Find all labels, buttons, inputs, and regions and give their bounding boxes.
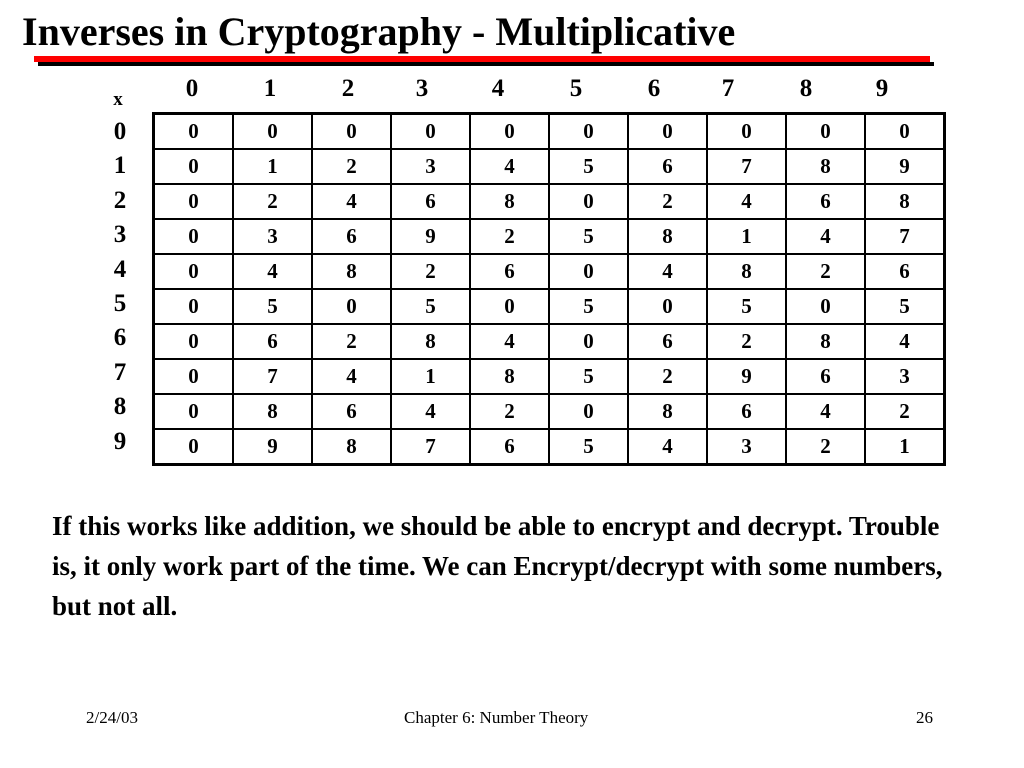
table-row xyxy=(154,394,945,429)
column-headers xyxy=(0,72,1024,106)
table-cell: 4 xyxy=(233,254,312,289)
footer-chapter: Chapter 6: Number Theory xyxy=(404,708,589,727)
footer-page-number: 26 xyxy=(916,708,933,727)
table-cell: 0 xyxy=(865,114,945,150)
table-cell: 0 xyxy=(628,114,707,150)
table-cell: 0 xyxy=(549,254,628,289)
table-cell: 6 xyxy=(786,359,865,394)
table-cell: 0 xyxy=(707,114,786,150)
table-row xyxy=(154,324,945,359)
table-cell: 0 xyxy=(549,114,628,150)
table-row xyxy=(154,289,945,324)
footer-date: 2/24/03 xyxy=(86,708,138,727)
table-cell: 0 xyxy=(154,394,234,429)
table-cell: 0 xyxy=(154,289,234,324)
table-cell: 8 xyxy=(470,359,549,394)
table-cell: 6 xyxy=(312,394,391,429)
slide-title: Inverses in Cryptography - Multiplicative xyxy=(22,9,736,54)
table-cell: 3 xyxy=(391,149,470,184)
table-row xyxy=(154,429,945,465)
table-cell: 4 xyxy=(470,149,549,184)
table-cell: 2 xyxy=(233,184,312,219)
column-header: 0 xyxy=(185,75,199,102)
column-header: 1 xyxy=(263,75,277,102)
table-cell: 0 xyxy=(312,114,391,150)
row-header: 7 xyxy=(113,358,127,386)
table-cell: 0 xyxy=(549,394,628,429)
row-header: 4 xyxy=(113,255,127,283)
table-cell: 0 xyxy=(154,114,234,150)
table-cell: 0 xyxy=(786,289,865,324)
table-cell: 0 xyxy=(312,289,391,324)
column-header: 9 xyxy=(875,75,889,102)
column-header: 5 xyxy=(569,75,583,102)
table-cell: 0 xyxy=(154,429,234,465)
row-header: 3 xyxy=(113,221,127,249)
body-text: If this works like addition, we should be able to encrypt and decrypt. Trouble is, it only work part of the time. We can Encrypt/decrypt with some numbers, but not all. xyxy=(52,511,943,621)
table-cell: 1 xyxy=(707,219,786,254)
title-underline xyxy=(34,56,930,68)
table-cell: 5 xyxy=(391,289,470,324)
table-row xyxy=(154,359,945,394)
table-cell: 2 xyxy=(312,149,391,184)
table-cell: 5 xyxy=(707,289,786,324)
column-header: 4 xyxy=(491,75,505,102)
table-cell: 6 xyxy=(786,184,865,219)
title-underline-red xyxy=(34,56,930,62)
table-cell: 6 xyxy=(628,324,707,359)
table-cell: 0 xyxy=(391,114,470,150)
table-cell: 8 xyxy=(628,394,707,429)
table-cell: 0 xyxy=(786,114,865,150)
table-cell: 0 xyxy=(154,184,234,219)
table-cell: 8 xyxy=(786,324,865,359)
table-cell: 0 xyxy=(470,114,549,150)
column-header: 8 xyxy=(799,75,813,102)
table-cell: 6 xyxy=(707,394,786,429)
table-cell: 8 xyxy=(312,429,391,465)
table-cell: 2 xyxy=(391,254,470,289)
table-cell: 0 xyxy=(154,324,234,359)
table-cell: 1 xyxy=(233,149,312,184)
table-cell: 2 xyxy=(786,429,865,465)
table-cell: 4 xyxy=(865,324,945,359)
table-cell: 6 xyxy=(470,254,549,289)
table-cell: 3 xyxy=(233,219,312,254)
table-cell: 5 xyxy=(549,429,628,465)
table-cell: 8 xyxy=(865,184,945,219)
table-cell: 5 xyxy=(549,219,628,254)
table-cell: 0 xyxy=(233,114,312,150)
row-header: 8 xyxy=(113,393,127,421)
table-cell: 7 xyxy=(391,429,470,465)
table-cell: 4 xyxy=(470,324,549,359)
table-cell: 6 xyxy=(233,324,312,359)
table-row xyxy=(154,184,945,219)
table-cell: 7 xyxy=(707,149,786,184)
table-cell: 9 xyxy=(391,219,470,254)
table-cell: 3 xyxy=(865,359,945,394)
column-header: 3 xyxy=(415,75,429,102)
table-cell: 0 xyxy=(549,184,628,219)
table-cell: 8 xyxy=(233,394,312,429)
table-cell: 8 xyxy=(312,254,391,289)
row-header: 2 xyxy=(113,186,127,214)
table-cell: 2 xyxy=(865,394,945,429)
row-header: 9 xyxy=(113,427,127,455)
row-header: 6 xyxy=(113,324,127,352)
title-underline-shadow xyxy=(38,62,934,66)
table-cell: 2 xyxy=(312,324,391,359)
table-cell: 4 xyxy=(786,394,865,429)
table-cell: 9 xyxy=(233,429,312,465)
table-cell: 6 xyxy=(391,184,470,219)
table-cell: 2 xyxy=(628,184,707,219)
table-row xyxy=(154,149,945,184)
table-cell: 3 xyxy=(707,429,786,465)
table-cell: 4 xyxy=(628,429,707,465)
table-cell: 5 xyxy=(233,289,312,324)
column-header: 6 xyxy=(647,75,661,102)
table-cell: 4 xyxy=(312,184,391,219)
table-row xyxy=(154,254,945,289)
table-cell: 6 xyxy=(312,219,391,254)
table-cell: 8 xyxy=(628,219,707,254)
table-cell: 2 xyxy=(707,324,786,359)
table-cell: 4 xyxy=(628,254,707,289)
table-row xyxy=(154,114,945,150)
table-cell: 0 xyxy=(154,219,234,254)
table-row xyxy=(154,219,945,254)
table-cell: 0 xyxy=(154,149,234,184)
table-cell: 0 xyxy=(549,324,628,359)
row-header: 0 xyxy=(113,118,127,145)
table-cell: 8 xyxy=(470,184,549,219)
table-cell: 8 xyxy=(391,324,470,359)
table-cell: 8 xyxy=(786,149,865,184)
table-cell: 2 xyxy=(470,394,549,429)
table-cell: 6 xyxy=(865,254,945,289)
table-cell: 9 xyxy=(865,149,945,184)
table-cell: 0 xyxy=(154,359,234,394)
table-cell: 7 xyxy=(233,359,312,394)
table-cell: 7 xyxy=(865,219,945,254)
table-cell: 6 xyxy=(628,149,707,184)
multiplication-table xyxy=(152,112,946,466)
table-cell: 5 xyxy=(549,289,628,324)
table-cell: 9 xyxy=(707,359,786,394)
row-header: 1 xyxy=(113,152,127,180)
table-cell: 5 xyxy=(549,149,628,184)
row-header: 5 xyxy=(113,290,127,317)
table-cell: 4 xyxy=(707,184,786,219)
column-header: 7 xyxy=(721,75,735,102)
table-cell: 5 xyxy=(865,289,945,324)
operator-label: x xyxy=(113,89,123,110)
table-cell: 8 xyxy=(707,254,786,289)
table-cell: 2 xyxy=(628,359,707,394)
table-cell: 4 xyxy=(786,219,865,254)
table-cell: 5 xyxy=(549,359,628,394)
table-cell: 0 xyxy=(154,254,234,289)
table-cell: 4 xyxy=(391,394,470,429)
column-header: 2 xyxy=(341,75,355,102)
table-cell: 2 xyxy=(786,254,865,289)
table-cell: 0 xyxy=(470,289,549,324)
table-cell: 0 xyxy=(628,289,707,324)
table-cell: 4 xyxy=(312,359,391,394)
table-cell: 1 xyxy=(391,359,470,394)
table-cell: 6 xyxy=(470,429,549,465)
table-cell: 2 xyxy=(470,219,549,254)
table-cell: 1 xyxy=(865,429,945,465)
